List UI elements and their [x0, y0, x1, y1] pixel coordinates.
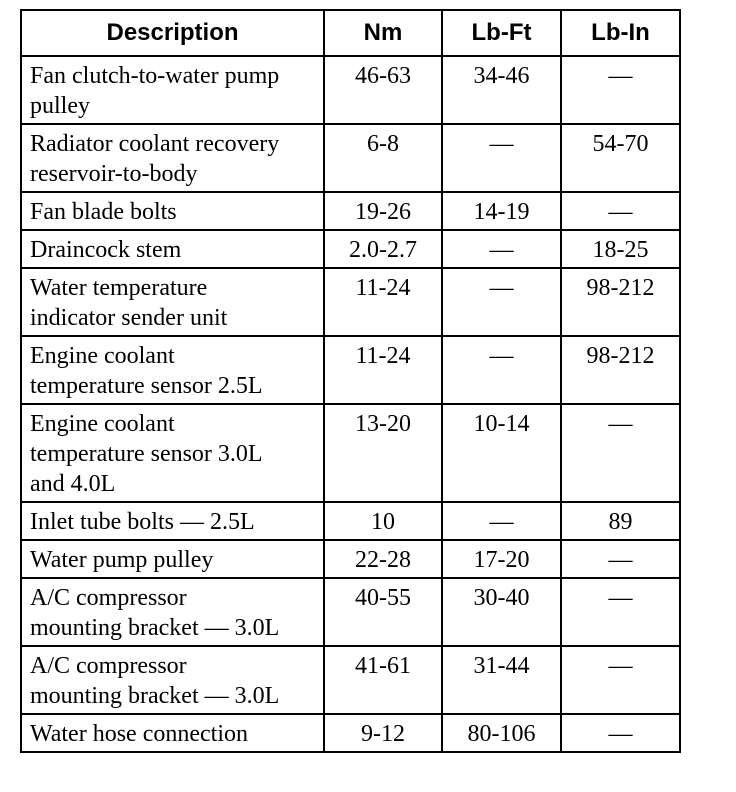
cell-lbin: 98-212: [561, 336, 680, 404]
description-line: Radiator coolant recovery: [30, 131, 280, 157]
cell-lbin: —: [561, 646, 680, 714]
cell-nm: 13-20: [324, 404, 442, 502]
cell-nm: 10: [324, 502, 442, 540]
cell-lbft: —: [442, 124, 561, 192]
header-nm: Nm: [324, 10, 442, 56]
cell-nm: 40-55: [324, 578, 442, 646]
cell-nm: 19-26: [324, 192, 442, 230]
table-row: [21, 268, 680, 336]
description-line: mounting bracket — 3.0L: [30, 615, 280, 641]
description-line: Water hose connection: [30, 721, 248, 747]
cell-nm: 41-61: [324, 646, 442, 714]
table-row: [21, 56, 680, 124]
table-row: [21, 336, 680, 404]
cell-description: [21, 230, 324, 268]
description-line: Fan blade bolts: [30, 199, 177, 225]
cell-lbin: 18-25: [561, 230, 680, 268]
cell-lbft: —: [442, 336, 561, 404]
table-row: [21, 578, 680, 646]
cell-lbin: —: [561, 714, 680, 752]
cell-lbft: 10-14: [442, 404, 561, 502]
description-line: and 4.0L: [30, 471, 116, 497]
description-line: Water temperature: [30, 275, 208, 301]
cell-nm: 11-24: [324, 336, 442, 404]
description-line: A/C compressor: [30, 653, 187, 679]
description-line: Water pump pulley: [30, 547, 214, 573]
description-line: indicator sender unit: [30, 305, 228, 331]
cell-nm: 9-12: [324, 714, 442, 752]
table-row: [21, 502, 680, 540]
cell-description: [21, 124, 324, 192]
cell-lbft: 14-19: [442, 192, 561, 230]
cell-nm: 2.0-2.7: [324, 230, 442, 268]
cell-lbft: 34-46: [442, 56, 561, 124]
cell-lbft: 31-44: [442, 646, 561, 714]
cell-lbft: —: [442, 268, 561, 336]
header-description: Description: [21, 10, 324, 56]
cell-lbin: —: [561, 540, 680, 578]
cell-lbin: —: [561, 404, 680, 502]
description-line: Engine coolant: [30, 343, 175, 369]
cell-description: [21, 336, 324, 404]
table-row: [21, 540, 680, 578]
table-body: [21, 56, 680, 752]
header-lbft: Lb-Ft: [442, 10, 561, 56]
table-row: [21, 646, 680, 714]
cell-lbin: —: [561, 56, 680, 124]
description-line: Inlet tube bolts — 2.5L: [30, 509, 255, 535]
torque-spec-table: [20, 9, 681, 753]
cell-nm: 11-24: [324, 268, 442, 336]
cell-nm: 6-8: [324, 124, 442, 192]
cell-description: [21, 578, 324, 646]
cell-description: [21, 646, 324, 714]
cell-lbin: —: [561, 578, 680, 646]
cell-lbft: —: [442, 230, 561, 268]
description-line: pulley: [30, 93, 90, 119]
cell-description: [21, 268, 324, 336]
cell-lbft: —: [442, 502, 561, 540]
table-row: [21, 714, 680, 752]
table-row: [21, 230, 680, 268]
description-line: Engine coolant: [30, 411, 175, 437]
cell-lbin: 89: [561, 502, 680, 540]
cell-description: [21, 56, 324, 124]
description-line: temperature sensor 2.5L: [30, 373, 263, 399]
cell-lbin: 54-70: [561, 124, 680, 192]
cell-description: [21, 502, 324, 540]
table-row: [21, 124, 680, 192]
header-row: [21, 10, 680, 56]
cell-lbin: —: [561, 192, 680, 230]
cell-description: [21, 714, 324, 752]
cell-lbft: 30-40: [442, 578, 561, 646]
description-line: A/C compressor: [30, 585, 187, 611]
cell-lbft: 17-20: [442, 540, 561, 578]
cell-description: [21, 540, 324, 578]
cell-lbin: 98-212: [561, 268, 680, 336]
cell-description: [21, 404, 324, 502]
description-line: Draincock stem: [30, 237, 182, 263]
description-line: temperature sensor 3.0L: [30, 441, 263, 467]
description-line: reservoir-to-body: [30, 161, 198, 187]
description-line: Fan clutch-to-water pump: [30, 63, 280, 89]
description-line: mounting bracket — 3.0L: [30, 683, 280, 709]
table-row: [21, 404, 680, 502]
cell-nm: 22-28: [324, 540, 442, 578]
cell-nm: 46-63: [324, 56, 442, 124]
cell-lbft: 80-106: [442, 714, 561, 752]
cell-description: [21, 192, 324, 230]
header-lbin: Lb-In: [561, 10, 680, 56]
table-row: [21, 192, 680, 230]
